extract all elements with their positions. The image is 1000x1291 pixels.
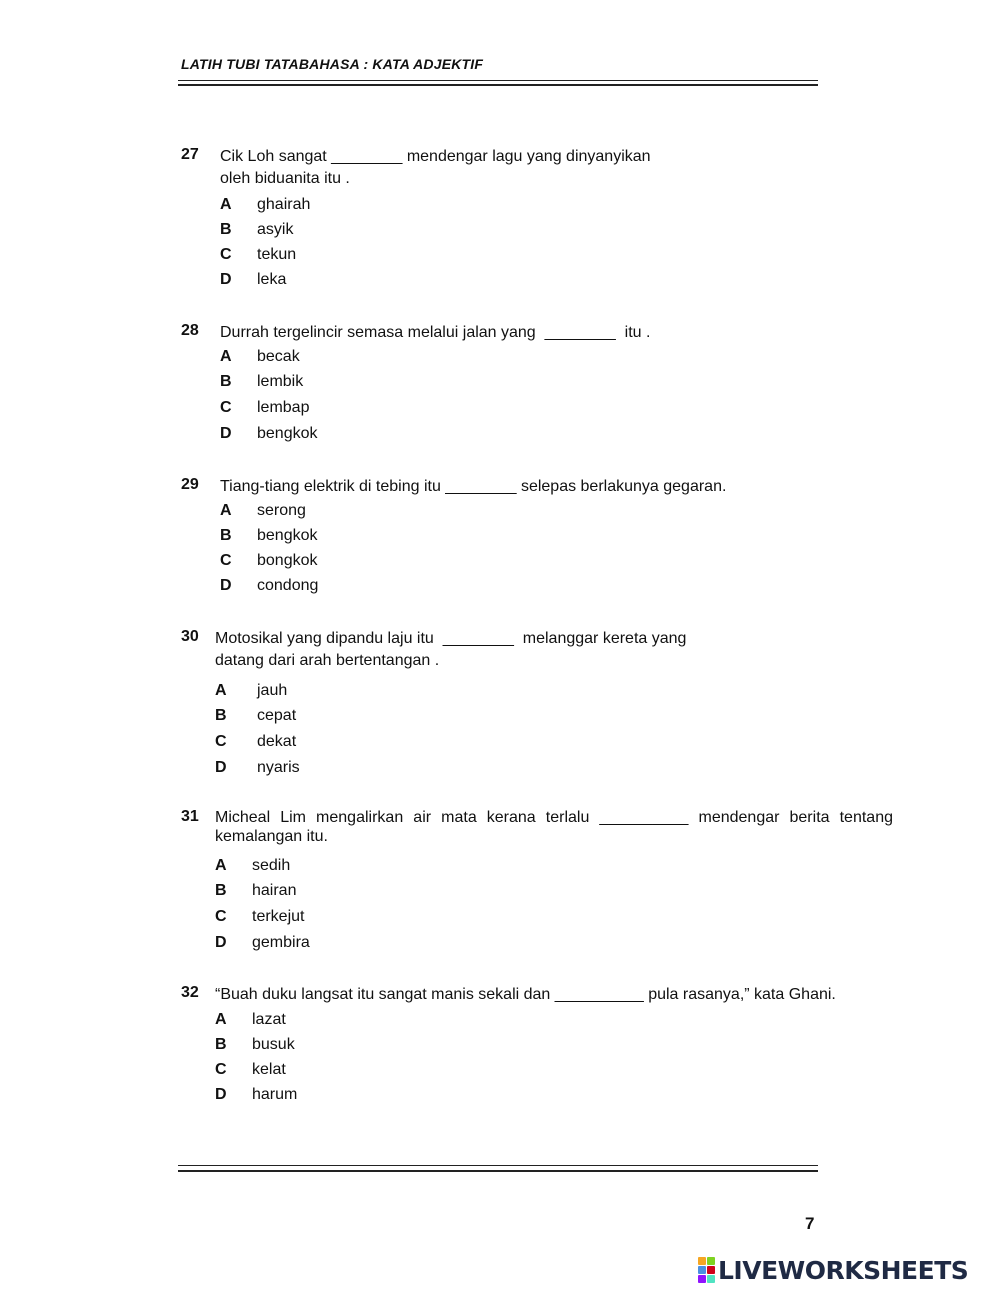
option-text: cepat <box>257 707 297 724</box>
question-text-line: Durrah tergelincir semasa melalui jalan yang ________ itu . <box>220 324 651 341</box>
option-text: terkejut <box>252 908 305 925</box>
question-text <box>215 984 836 1006</box>
option-text: busuk <box>252 1036 295 1053</box>
page-header-title: LATIH TUBI TATABAHASA : KATA ADJEKTIF <box>181 56 484 72</box>
option-letter: D <box>220 271 232 288</box>
option-letter: C <box>215 733 227 750</box>
option-letter: C <box>215 1061 227 1078</box>
question-text <box>215 628 686 672</box>
question-28 <box>181 322 896 452</box>
option-text: ghairah <box>257 196 311 213</box>
header-rule-bottom <box>178 84 818 86</box>
question-32 <box>181 984 896 1114</box>
option-text: hairan <box>252 882 297 899</box>
question-31 <box>181 808 896 958</box>
liveworksheets-logo[interactable] <box>698 1255 968 1285</box>
option-letter: B <box>215 882 227 899</box>
option-letter: C <box>220 399 232 416</box>
question-text-line: “Buah duku langsat itu sangat manis sekali dan __________ pula rasanya,” kata Ghani. <box>215 986 836 1003</box>
question-number: 29 <box>181 476 199 493</box>
option-text: nyaris <box>257 759 300 776</box>
logo-block <box>698 1257 706 1265</box>
option-letter: D <box>215 1086 227 1103</box>
option-text: lembap <box>257 399 310 416</box>
option-text: condong <box>257 577 319 594</box>
option-text: leka <box>257 271 287 288</box>
question-29 <box>181 476 896 606</box>
question-text-line: Micheal Lim mengalirkan air mata kerana terlalu __________ mendengar berita tentang <box>215 809 893 826</box>
option-text: lembik <box>257 373 304 390</box>
question-text-line: oleh biduanita itu . <box>220 170 350 187</box>
option-text: kelat <box>252 1061 286 1078</box>
option-letter: A <box>215 857 227 874</box>
question-number: 28 <box>181 322 199 339</box>
option-text: becak <box>257 348 300 365</box>
question-text-line: Motosikal yang dipandu laju itu ________ melanggar kereta yang <box>215 630 687 647</box>
option-letter: D <box>220 577 232 594</box>
page-number: 7 <box>805 1214 815 1233</box>
option-letter: A <box>215 1011 227 1028</box>
footer-rule-top <box>178 1165 818 1166</box>
option-text: gembira <box>252 934 310 951</box>
logo-block <box>707 1266 715 1274</box>
option-letter: A <box>215 682 227 699</box>
option-letter: C <box>220 246 232 263</box>
option-letter: D <box>215 759 227 776</box>
option-text: sedih <box>252 857 291 874</box>
option-text: tekun <box>257 246 297 263</box>
question-number: 32 <box>181 984 199 1001</box>
logo-block <box>707 1275 715 1283</box>
question-30 <box>181 628 896 778</box>
option-letter: B <box>220 527 232 544</box>
option-letter: A <box>220 196 232 213</box>
logo-blocks-icon <box>698 1257 715 1283</box>
question-number: 31 <box>181 808 199 825</box>
question-text-line: Cik Loh sangat ________ mendengar lagu yang dinyanyikan <box>220 148 651 165</box>
question-text-line: kemalangan itu. <box>215 828 328 845</box>
logo-text: LIVEWORKSHEETS <box>718 1255 969 1285</box>
option-letter: B <box>215 1036 227 1053</box>
header-rule-top <box>178 80 818 81</box>
option-letter: C <box>220 552 232 569</box>
option-text: dekat <box>257 733 297 750</box>
option-text: lazat <box>252 1011 286 1028</box>
question-text <box>220 146 651 190</box>
option-text: harum <box>252 1086 298 1103</box>
option-text: asyik <box>257 221 294 238</box>
question-number: 27 <box>181 146 199 163</box>
option-text: bengkok <box>257 527 318 544</box>
option-letter: A <box>220 502 232 519</box>
option-text: bongkok <box>257 552 318 569</box>
option-letter: A <box>220 348 232 365</box>
question-number: 30 <box>181 628 199 645</box>
option-letter: B <box>220 221 232 238</box>
option-letter: D <box>220 425 232 442</box>
logo-block <box>698 1266 706 1274</box>
question-text-line: datang dari arah bertentangan . <box>215 652 440 669</box>
footer-rule-bottom <box>178 1170 818 1172</box>
logo-block <box>707 1257 715 1265</box>
question-text <box>215 808 893 846</box>
option-text: jauh <box>257 682 288 699</box>
question-text-line: Tiang-tiang elektrik di tebing itu ________ selepas berlakunya gegaran. <box>220 478 727 495</box>
option-letter: B <box>215 707 227 724</box>
option-letter: D <box>215 934 227 951</box>
option-text: serong <box>257 502 306 519</box>
option-letter: B <box>220 373 232 390</box>
question-27 <box>181 146 896 296</box>
option-text: bengkok <box>257 425 318 442</box>
question-text <box>220 476 726 498</box>
option-letter: C <box>215 908 227 925</box>
logo-block <box>698 1275 706 1283</box>
question-text <box>220 322 650 344</box>
